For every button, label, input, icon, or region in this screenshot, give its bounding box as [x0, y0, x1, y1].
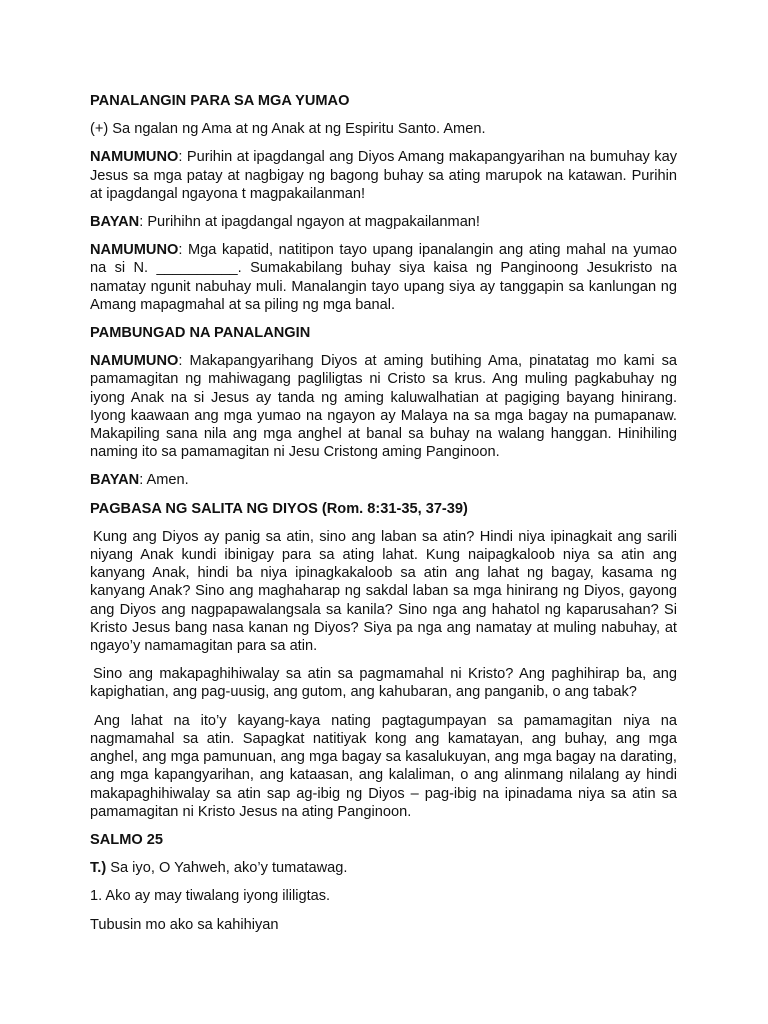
psalm-verse-line: Tubusin mo ako sa kahihiyan [90, 916, 279, 933]
psalm-verse-1: 1. Ako ay may tiwalang iyong ililigtas. [90, 888, 331, 905]
opening-line: (+) Sa ngalan ng Ama at ng Anak at ng Espiritu Santo. Amen. [90, 121, 486, 138]
section-heading-reading: PAGBASA NG SALITA NG DIYOS (Rom. 8:31-35, 37-39) [90, 500, 468, 517]
reading-paragraph-3: Ang lahat na ito’y kayang-kaya nating pagtagumpayan sa pamamagitan niya na nagmamahal sa atin. Sapagkat natitiyak kong ang kamatayan, ang buhay, ang mga anghel, ang mga pamunuan, ang mga bagay sa kasalukuyan, ang mga bagay na darating, ang mga kapangyarihan, ang kataasan, ang kalaliman, o ang alinmang nilalang ay hindi makapaghihiwalay sa atin sap ag-ibig ng Diyos – pag-ibig na ipinadama niya sa atin sa pamamagitan ni Kristo Jesus na ating Panginoon. [90, 712, 677, 820]
paragraph-text: : Purihihn at ipagdangal ngayon at magpakailanman! [139, 214, 480, 231]
reading-paragraph-2: Sino ang makapaghihiwalay sa atin sa pagmamahal ni Kristo? Ang paghihirap ba, ang kapighatian, ang pag-uusig, ang gutom, ang kahubaran, ang panganib, o ang tabak? [90, 666, 677, 701]
speaker-label: BAYAN [90, 472, 140, 489]
people-response-1 [90, 213, 677, 231]
speaker-label: BAYAN [90, 214, 140, 231]
paragraph-text: : Purihin at ipagdangal ang Diyos Amang makapangyarihan na bumuhay kay Jesus sa mga patay at nagbigay ng bagong buhay sa ating marupok na katawan. Purihin at ipagdangal ngayona t magpakailanman! [90, 149, 677, 202]
paragraph-text: : Mga kapatid, natitipon tayo upang ipanalangin ang ating mahal na yumao na si N. __________. Sumakabilang buhay siya kaisa ng Panginoong Jesukristo na namatay ngunit nabuhay muli. Manalangin tayo upang siya ay tanggapin sa kanlungan ng Amang mapagmahal at sa piling ng mga banal. [90, 242, 677, 313]
paragraph-text: : Amen. [139, 472, 189, 489]
speaker-label: NAMUMUNO [90, 242, 179, 259]
section-heading-opening-prayer: PAMBUNGAD NA PANALANGIN [90, 325, 311, 342]
document-title: PANALANGIN PARA SA MGA YUMAO [90, 93, 350, 109]
leader-paragraph-2 [90, 241, 677, 314]
speaker-label: NAMUMUNO [90, 149, 179, 166]
refrain-label: T.) [90, 860, 107, 877]
leader-paragraph-1 [90, 148, 677, 203]
reading-paragraph-1: Kung ang Diyos ay panig sa atin, sino ang laban sa atin? Hindi niya ipinagkait ang sarili niyang Anak kundi ibinigay para sa ating lahat. Kung naipagkaloob niya sa atin ang kanyang Anak, hindi ba niya ipinagkakaloob sa atin ang lahat ng bagay, kasama ng kanyang Anak? Sino ang maghaharap ng sakdal laban sa mga hinirang ng Diyos, gayong ang Diyos ang nagpapawalangsala sa kanila? Sino nga ang hahatol ng kaparusahan? Si Kristo Jesus bang nasa kanan ng Diyos? Siya pa nga ang namatay at muling nabuhay, at ngayo’y namamagitan para sa atin. [90, 528, 677, 655]
paragraph-text: : Makapangyarihang Diyos at aming butihing Ama, pinatatag mo kami sa pamamagitan ng mahiwagang pagliligtas ni Cristo sa krus. Ang muling pagkabuhay ng iyong Anak na si Jesus ay tanda ng aming kaluwalhatian at pagiging bayang hinirang. Iyong kaawaan ang mga yumao na ngayon ay Malaya na sa mga bagay na pumapanaw. Makapiling sana nila ang mga anghel at banal sa buhay na walang hanggan. Hinihiling naming ito sa pamamagitan ni Jesu Cristong aming Panginoon. [90, 353, 677, 461]
section-heading-psalm: SALMO 25 [90, 831, 163, 848]
document-page [90, 92, 677, 944]
psalm-refrain [90, 859, 677, 877]
speaker-label: NAMUMUNO [90, 353, 179, 370]
people-response-2 [90, 471, 677, 489]
leader-paragraph-3 [90, 352, 677, 461]
refrain-text: Sa iyo, O Yahweh, ako’y tumatawag. [106, 860, 348, 877]
